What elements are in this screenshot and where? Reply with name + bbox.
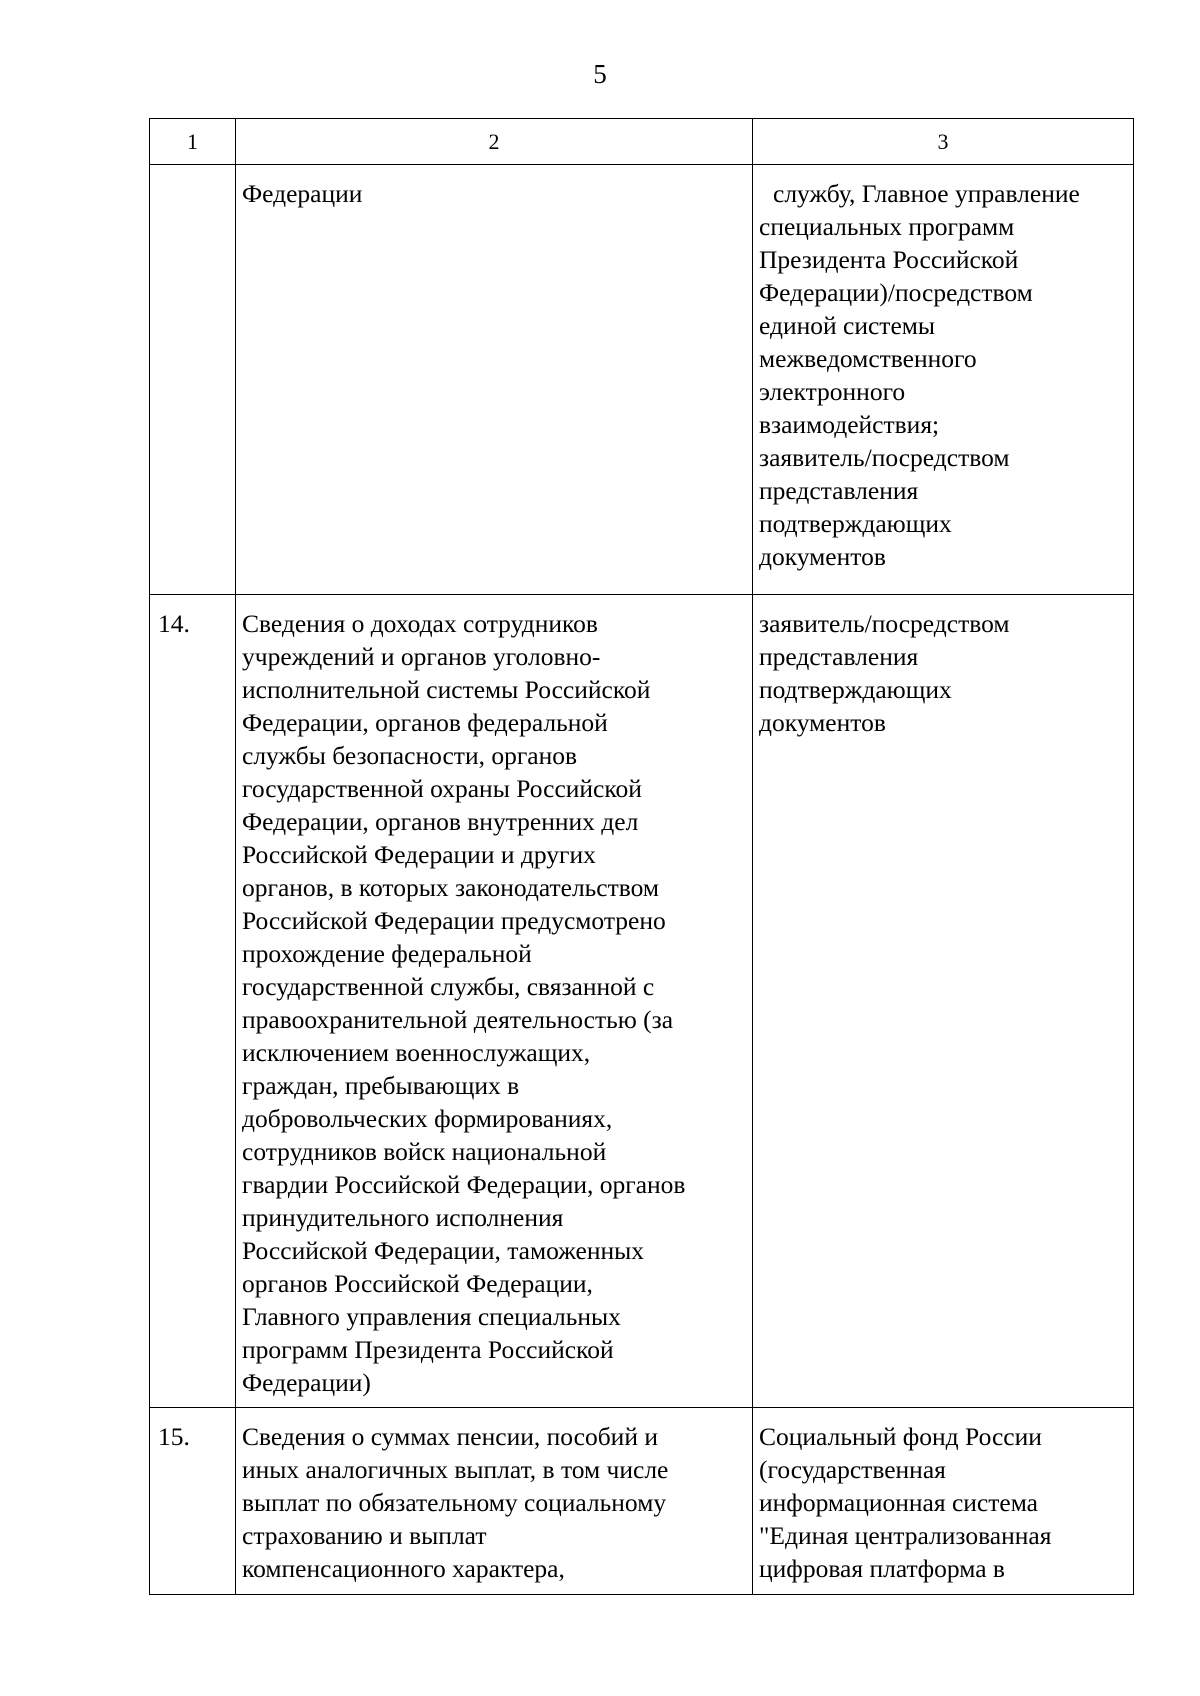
description-line: Сведения о суммах пенсии, пособий и: [242, 1422, 658, 1451]
description-line: исполнительной системы Российской: [242, 675, 651, 704]
description-line: Российской Федерации предусмотрено: [242, 906, 666, 935]
source-line: представления: [759, 476, 919, 505]
source-line: заявитель/посредством: [759, 609, 1010, 638]
description-line: органов, в которых законодательством: [242, 873, 660, 902]
table-row: [150, 595, 1134, 1408]
description-line: службы безопасности, органов: [242, 741, 578, 770]
description-line: компенсационного характера,: [242, 1554, 565, 1583]
row-source: [753, 1408, 1134, 1595]
column-header-2: 2: [236, 119, 753, 165]
row-description: [236, 1408, 753, 1595]
source-line: документов: [759, 708, 886, 737]
source-line: электронного: [759, 377, 906, 406]
description-line: Федерации, органов федеральной: [242, 708, 608, 737]
row-number: 14.: [150, 595, 236, 1408]
row-source: [753, 595, 1134, 1408]
row-number: [150, 165, 236, 595]
table-header-row: [150, 119, 1134, 165]
source-line: подтверждающих: [759, 675, 952, 704]
source-line: межведомственного: [759, 344, 977, 373]
description-line: принудительного исполнения: [242, 1203, 564, 1232]
description-line: страхованию и выплат: [242, 1521, 487, 1550]
description-line: выплат по обязательному социальному: [242, 1488, 667, 1517]
description-line: правоохранительной деятельностью (за: [242, 1005, 674, 1034]
table-row: [150, 165, 1134, 595]
description-line: Российской Федерации и других: [242, 840, 596, 869]
description-line: Главного управления специальных: [242, 1302, 621, 1331]
description-line: гвардии Российской Федерации, органов: [242, 1170, 686, 1199]
source-line: информационная система: [759, 1488, 1038, 1517]
description-line: государственной охраны Российской: [242, 774, 642, 803]
description-line: Федерации: [242, 179, 363, 208]
source-line: службу, Главное управление: [773, 179, 1080, 208]
source-line: Федерации)/посредством: [759, 278, 1033, 307]
source-line: Президента Российской: [759, 245, 1019, 274]
description-line: исключением военнослужащих,: [242, 1038, 591, 1067]
description-line: граждан, пребывающих в: [242, 1071, 520, 1100]
source-line: (государственная: [759, 1455, 946, 1484]
row-description: [236, 595, 753, 1408]
description-line: Сведения о доходах сотрудников: [242, 609, 598, 638]
description-line: Федерации): [242, 1368, 371, 1397]
document-table: [149, 118, 1134, 1595]
source-line: специальных программ: [759, 212, 1015, 241]
description-line: прохождение федеральной: [242, 939, 532, 968]
description-line: органов Российской Федерации,: [242, 1269, 593, 1298]
source-line: "Единая централизованная: [759, 1521, 1052, 1550]
description-line: учреждений и органов уголовно-: [242, 642, 601, 671]
source-line: подтверждающих: [759, 509, 952, 538]
source-line: документов: [759, 542, 886, 571]
description-line: государственной службы, связанной с: [242, 972, 655, 1001]
description-line: сотрудников войск национальной: [242, 1137, 607, 1166]
table-row: [150, 1408, 1134, 1595]
source-line: цифровая платформа в: [759, 1554, 1005, 1583]
page-number: 5: [593, 59, 607, 89]
description-line: иных аналогичных выплат, в том числе: [242, 1455, 669, 1484]
row-description: [236, 165, 753, 595]
description-line: Российской Федерации, таможенных: [242, 1236, 645, 1265]
description-line: программ Президента Российской: [242, 1335, 614, 1364]
source-line: заявитель/посредством: [759, 443, 1010, 472]
source-line: взаимодействия;: [759, 410, 940, 439]
row-source: [753, 165, 1134, 595]
column-header-1: 1: [150, 119, 236, 165]
source-line: единой системы: [759, 311, 936, 340]
source-line: Социальный фонд России: [759, 1422, 1042, 1451]
column-header-3: 3: [753, 119, 1134, 165]
description-line: Федерации, органов внутренних дел: [242, 807, 639, 836]
description-line: добровольческих формированиях,: [242, 1104, 613, 1133]
row-number: 15.: [150, 1408, 236, 1595]
source-line: представления: [759, 642, 919, 671]
